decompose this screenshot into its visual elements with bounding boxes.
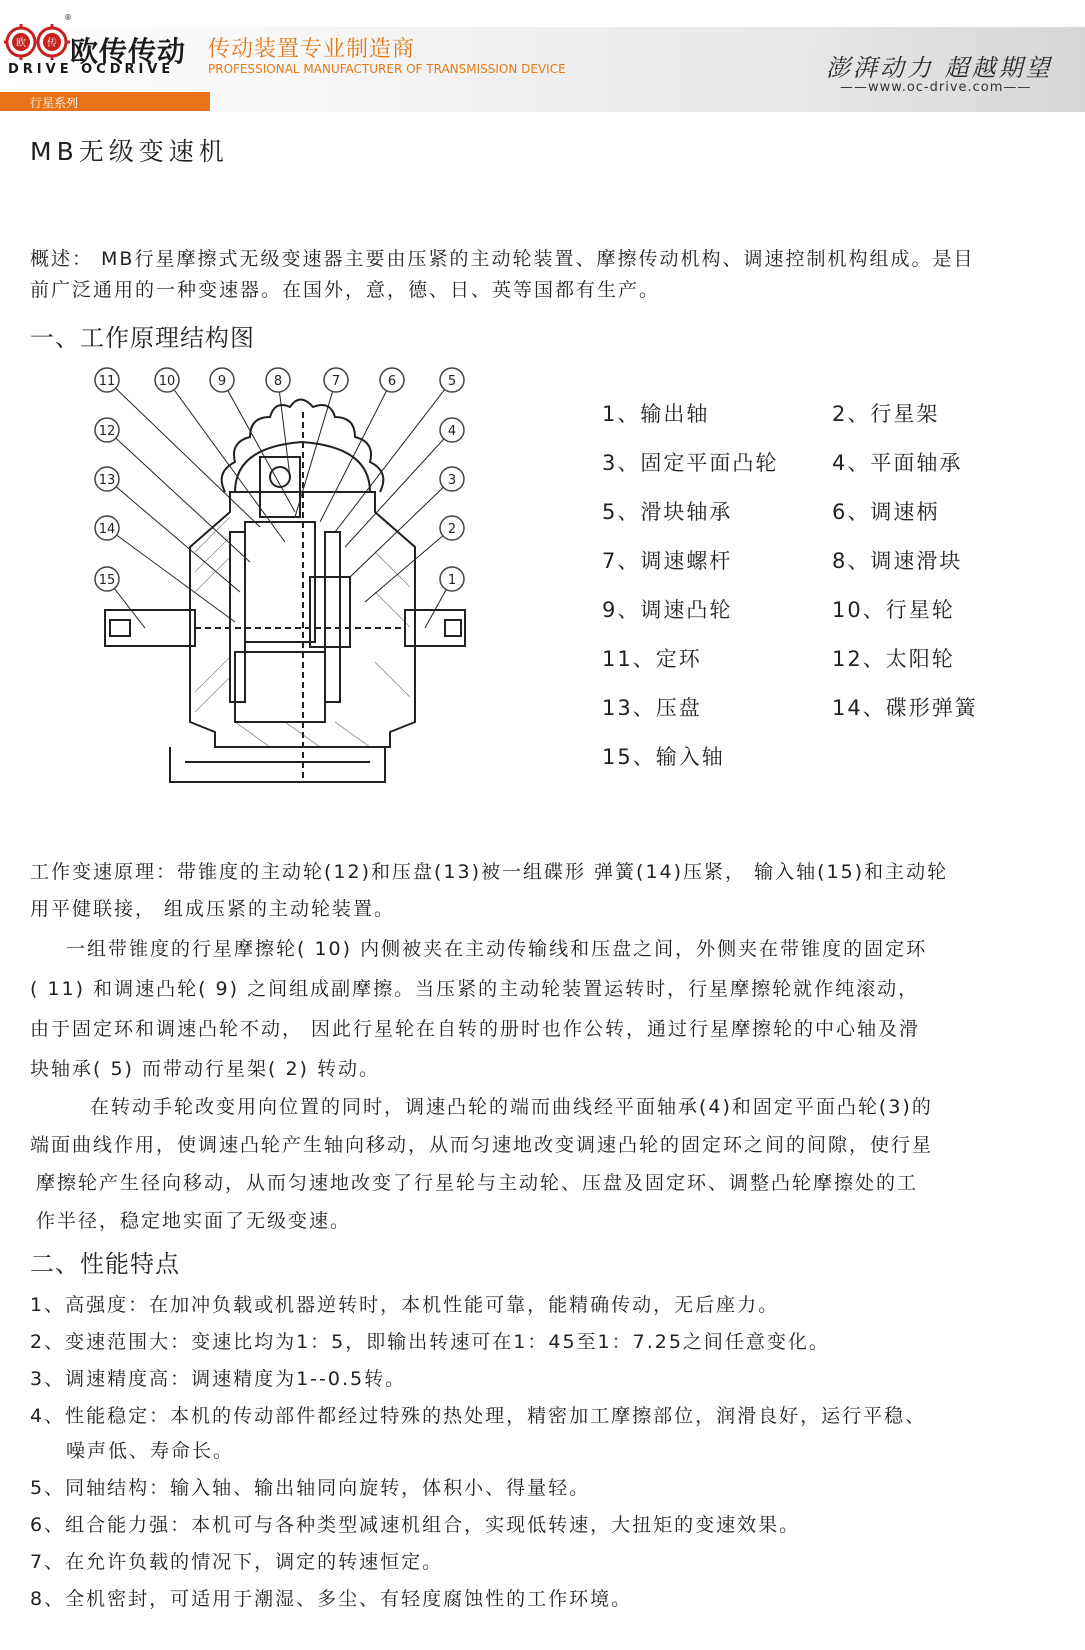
principle-line-10: 作半径，稳定地实面了无级变速。 <box>36 1210 352 1232</box>
feature-1: 1、高强度：在加冲负载或机器逆转时，本机性能可靠，能精确传动，无后座力。 <box>30 1294 780 1316</box>
principle-line-6: 块轴承( 5) 而带动行星架( 2) 转动。 <box>30 1058 380 1080</box>
part-13: 13、压盘 <box>602 696 702 720</box>
series-label: 行星系列 <box>30 96 79 110</box>
part-4: 4、平面轴承 <box>832 451 963 475</box>
feature-8: 8、全机密封，可适用于潮湿、多尘、有轻度腐蚀性的工作环境。 <box>30 1588 633 1610</box>
callout-13: 13 <box>98 473 116 488</box>
feature-3: 3、调速精度高：调速精度为1--0.5转。 <box>30 1368 407 1390</box>
slogan-en: PROFESSIONAL MANUFACTURER OF TRANSMISSION DEVICE <box>208 62 566 76</box>
part-11: 11、定环 <box>602 647 702 671</box>
part-6: 6、调速柄 <box>832 500 940 524</box>
logo-mark-char-1: 欧 <box>16 38 26 49</box>
principle-line-8: 端面曲线作用，使调速凸轮产生轴向移动，从而匀速地改变调速凸轮的固定环之间的间隙，使行星 <box>30 1134 934 1156</box>
feature-7: 7、在允许负载的情况下，调定的转速恒定。 <box>30 1551 444 1573</box>
gear-logo-icon <box>4 22 70 62</box>
callout-1: 1 <box>447 573 457 588</box>
callout-4: 4 <box>447 424 457 439</box>
slogan-cn: 传动装置专业制造商 <box>208 37 416 62</box>
feature-5: 5、同轴结构：输入轴、输出轴同向旋转，体积小、得量轻。 <box>30 1477 591 1499</box>
section-heading-features: 二、性能特点 <box>30 1250 180 1278</box>
logo-text: 欧传传动 <box>70 35 187 68</box>
principle-line-1: 工作变速原理：带锥度的主动轮(12)和压盘(13)被一组碟形 弹簧(14)压紧， 输入轴(15)和主动轮 <box>30 861 949 883</box>
part-3: 3、固定平面凸轮 <box>602 451 779 475</box>
callout-10: 10 <box>158 374 176 389</box>
principle-line-5: 由于固定环和调速凸轮不动， 因此行星轮在自转的册时也作公转，通过行星摩擦轮的中心轴及滑 <box>30 1018 921 1040</box>
feature-6: 6、组合能力强：本机可与各种类型减速机组合，实现低转速，大扭矩的变速效果。 <box>30 1514 801 1536</box>
callout-7: 7 <box>331 374 341 389</box>
callout-3: 3 <box>447 473 457 488</box>
callout-14: 14 <box>98 522 116 537</box>
part-9: 9、调速凸轮 <box>602 598 733 622</box>
part-8: 8、调速滑块 <box>832 549 963 573</box>
structure-diagram <box>85 362 505 830</box>
part-5: 5、滑块轴承 <box>602 500 733 524</box>
part-15: 15、输入轴 <box>602 745 725 769</box>
part-12: 12、太阳轮 <box>832 647 955 671</box>
principle-line-7: 在转动手轮改变用向位置的同时，调速凸轮的端而曲线经平面轴承(4)和固定平面凸轮(3)的 <box>90 1096 933 1118</box>
callout-5: 5 <box>447 374 457 389</box>
overview-line-2: 前广泛通用的一种变速器。在国外，意，德、日、英等国都有生产。 <box>30 279 661 301</box>
feature-2: 2、变速范围大：变速比均为1：5，即输出转速可在1：45至1：7.25之间任意变化。 <box>30 1331 830 1353</box>
motto: 澎湃动力 超越期望 <box>826 54 1053 82</box>
callout-15: 15 <box>98 573 116 588</box>
section-heading-structure: 一、工作原理结构图 <box>30 324 255 352</box>
callout-2: 2 <box>447 522 457 537</box>
part-10: 10、行星轮 <box>832 598 955 622</box>
page-title: MB无级变速机 <box>30 137 229 166</box>
principle-line-9: 摩擦轮产生径向移动，从而匀速地改变了行星轮与主动轮、压盘及固定环、调整凸轮摩擦处的工 <box>36 1172 919 1194</box>
principle-line-2: 用平健联接， 组成压紧的主动轮装置。 <box>30 898 396 920</box>
callout-6: 6 <box>387 374 397 389</box>
feature-4: 4、性能稳定：本机的传动部件都经过特殊的热处理，精密加工摩擦部位，润滑良好，运行平稳、 <box>30 1405 927 1427</box>
part-14: 14、碟形弹簧 <box>832 696 978 720</box>
website-url: ——www.oc-drive.com—— <box>840 80 1032 95</box>
page-header <box>0 0 1085 115</box>
logo-text-en: DRIVE OCDRIVE <box>8 62 175 77</box>
logo-mark-char-2: 传 <box>47 38 57 49</box>
feature-4-cont: 噪声低、寿命长。 <box>66 1440 235 1462</box>
registered-mark-icon: ® <box>64 13 72 22</box>
callout-11: 11 <box>98 374 116 389</box>
callout-12: 12 <box>98 424 116 439</box>
part-1: 1、输出轴 <box>602 402 710 426</box>
part-7: 7、调速螺杆 <box>602 549 733 573</box>
overview-line-1: 概述： MB行星摩擦式无级变速器主要由压紧的主动轮装置、摩擦传动机构、调速控制机构组成。是目 <box>30 248 975 270</box>
part-2: 2、行星架 <box>832 402 940 426</box>
principle-line-4: ( 11) 和调速凸轮( 9) 之间组成副摩擦。当压紧的主动轮装置运转时，行星摩擦轮就作纯滚动， <box>30 978 920 1000</box>
principle-line-3: 一组带锥度的行星摩擦轮( 10) 内侧被夹在主动传输线和压盘之间，外侧夹在带锥度的固定环 <box>66 938 928 960</box>
callout-8: 8 <box>273 374 283 389</box>
callout-9: 9 <box>217 374 227 389</box>
